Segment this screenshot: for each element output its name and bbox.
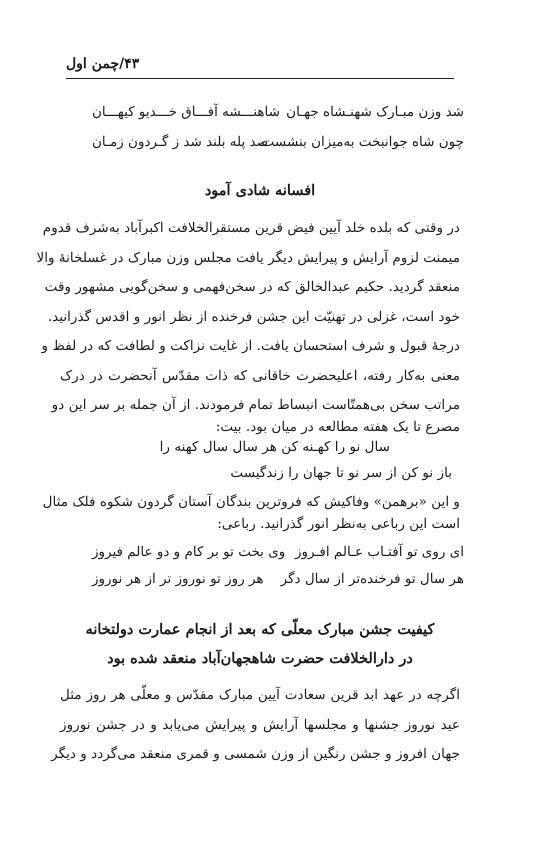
- verse-hemistich: سال نو را کهـنه کن هر سال سال کهنه را: [159, 439, 390, 455]
- verse-hemistich: شد وزن مبـارک شهنـشاه جهـان: [286, 104, 464, 120]
- section-title: کیفیت جشن مبارک معلّی که بعد از انجام عمارت دولتخانه: [85, 621, 435, 638]
- quatrain-line-2: [92, 571, 464, 595]
- text-line: منعقد گردید. حکیم عبدالخالق که در سخن‌فهمی و سخن‌گویی مشهور وقت: [44, 279, 460, 295]
- text-line: جهان افروز و جشن رنگین از وزن شمسی و قمری منعقد می‌گردد و دیگر: [51, 746, 460, 762]
- section-title: در دارالخلافت حضرت شاهجهان‌آباد منعقد شده بود: [107, 650, 413, 667]
- paragraph-1: [36, 214, 460, 421]
- text-line: میمنت لزوم آرایش و پیرایش دیگر یافت مجلس وزن مبارک در غسلخانهٔ والا: [36, 249, 460, 266]
- paragraph-3: [51, 681, 460, 770]
- verse-hemistich: هر سال تو فرخنده‌تر از سال دگر: [280, 571, 464, 587]
- text-line: است این رباعی به‌نظر انور گذرانید. رباعی:: [217, 516, 460, 532]
- text-line: خود است، غزلی در تهنیّت این جشن فرخنده از نظر انور و اقدس گذرانید.: [47, 308, 460, 325]
- text-line: مراتب سخن بی‌همتّاست انبساط تمام فرمودند. از آن جمله بر سر این دو: [51, 397, 460, 413]
- verse-line-2: [92, 134, 464, 158]
- verse-hemistich: شاهنـــشه آفـــاق خـــدیو کیهـــان: [92, 104, 280, 120]
- verse-hemistich: هر روز تو نوروز تر از هر نوروز: [92, 571, 264, 587]
- verse-hemistich: ای روی تو آفتـاب عـالم افـروز: [294, 544, 464, 560]
- verse-hemistich: صد پله بلند شد ز گـردون زمـان: [92, 134, 269, 150]
- paragraph-2: [42, 488, 460, 518]
- quatrain-line-1: [92, 544, 464, 568]
- text-line: اگرچه در عهد ابد قرین سعادت آیین مبارک مقدّس و معلّی هر روز مثل: [60, 687, 460, 703]
- text-line: در وقتی که بلده خلد آیین فیض قرین مستقرالخلافت اکبرآباد به‌شرف قدوم: [42, 220, 460, 236]
- verse-line-1: [92, 104, 464, 128]
- text-line: معنی به‌کار رفته، اعلیحضرت خاقانی که ذات مقدّس آنحضرت در درک: [60, 367, 460, 384]
- text-line: و این «برهمن» وفاکیش که فروترین بندگان آستان گردون شکوه فلک مثال: [42, 494, 460, 510]
- text-line: درجهٔ قبول و شرف استحسان یافت. از غایت نزاکت و لطافت که در لفظ و: [41, 338, 460, 354]
- verse-hemistich: باز نو کن از سر نو تا جهان را زندگیست: [230, 465, 452, 481]
- section-title: افسانه شادی آمود: [204, 182, 316, 199]
- text-line: عید نوروز جشنها و مجلسها آرایش و پیرایش می‌یابد و در جشن نوروز: [60, 716, 460, 733]
- verse-hemistich: چون شاه جوانبخت به‌میزان بنشست: [261, 134, 464, 150]
- page-number-label: ۴۳/چمن اول: [66, 56, 140, 72]
- page-header: [66, 56, 454, 79]
- text-line: مصرع تا یک هفته مطالعه در میان بود. بیت:: [215, 419, 460, 435]
- verse-hemistich: وی بخت تو بر کام و دو عالم فیروز: [92, 544, 286, 560]
